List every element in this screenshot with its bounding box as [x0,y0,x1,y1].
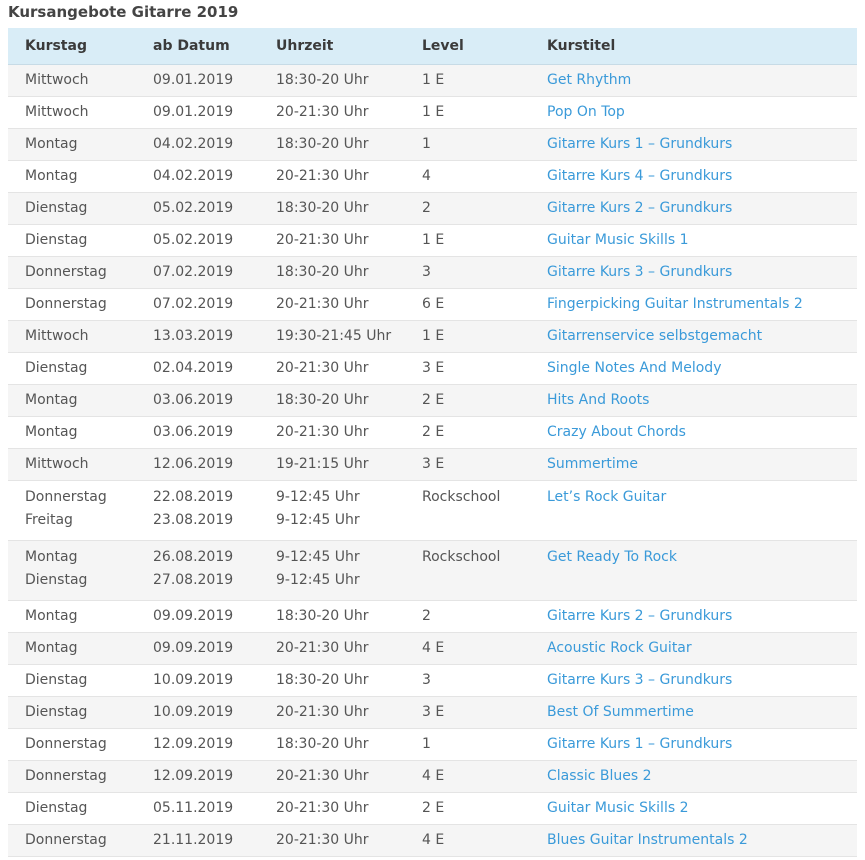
cell-kurstitel [530,729,857,761]
cell-level [405,129,530,161]
cell-level [405,321,530,353]
cell-uhrzeit-value: 9-12:45 Uhr [276,549,360,565]
cell-kurstitel [530,225,857,257]
table-row [8,633,857,665]
cell-kurstitel [530,257,857,289]
cell-uhrzeit-value: 18:30-20 Uhr [276,200,369,216]
cell-kurstag-value: Montag [25,549,78,565]
cell-uhrzeit [259,321,405,353]
cell-level [405,761,530,793]
header-level[interactable]: Level [405,28,530,65]
cell-uhrzeit [259,793,405,825]
cell-ab-datum [136,129,259,161]
course-title-link[interactable]: Pop On Top [547,104,625,120]
cell-kurstitel [530,449,857,481]
cell-level [405,193,530,225]
table-row [8,353,857,385]
cell-kurstag-value: Freitag [25,512,73,528]
cell-ab-datum [136,257,259,289]
cell-uhrzeit-value: 19:30-21:45 Uhr [276,328,392,344]
table-row [8,257,857,289]
cell-ab-datum [136,65,259,97]
cell-kurstag [8,449,136,481]
cell-kurstag-value: Dienstag [25,704,88,720]
cell-uhrzeit [259,97,405,129]
cell-uhrzeit-value: 18:30-20 Uhr [276,264,369,280]
cell-uhrzeit [259,601,405,633]
cell-kurstitel [530,97,857,129]
table-row [8,665,857,697]
cell-level-value: Rockschool [422,549,501,565]
cell-ab-datum [136,417,259,449]
cell-ab-datum [136,697,259,729]
cell-level-value: 3 E [422,456,445,472]
cell-level [405,257,530,289]
cell-level [405,353,530,385]
table-row [8,541,857,601]
cell-kurstag [8,601,136,633]
cell-kurstag [8,481,136,541]
cell-uhrzeit-value: 18:30-20 Uhr [276,136,369,152]
cell-uhrzeit [259,697,405,729]
cell-uhrzeit [259,385,405,417]
cell-kurstag [8,761,136,793]
cell-kurstitel [530,321,857,353]
cell-uhrzeit [259,729,405,761]
cell-uhrzeit [259,289,405,321]
cell-uhrzeit-value: 9-12:45 Uhr [276,512,360,528]
cell-kurstag [8,97,136,129]
cell-uhrzeit-value: 18:30-20 Uhr [276,72,369,88]
cell-kurstag-value: Mittwoch [25,104,89,120]
cell-uhrzeit-value: 20-21:30 Uhr [276,232,369,248]
cell-uhrzeit-value: 9-12:45 Uhr [276,572,360,588]
course-title-link[interactable]: Gitarre Kurs 4 – Grundkurs [547,168,733,184]
cell-ab-datum-value: 21.11.2019 [153,832,234,848]
cell-level-value: 3 [422,672,431,688]
cell-ab-datum [136,353,259,385]
cell-level-value: 4 [422,168,431,184]
cell-uhrzeit [259,353,405,385]
cell-kurstag-value: Montag [25,168,78,184]
cell-level-value: 2 E [422,392,445,408]
course-title-link[interactable]: Blues Guitar Instrumentals 2 [547,832,748,848]
cell-uhrzeit-value: 20-21:30 Uhr [276,168,369,184]
cell-kurstag [8,541,136,601]
table-row [8,385,857,417]
cell-level [405,225,530,257]
course-title-link[interactable]: Hits And Roots [547,392,650,408]
cell-uhrzeit-value: 18:30-20 Uhr [276,608,369,624]
cell-level-value: 4 E [422,832,445,848]
cell-ab-datum-value: 09.09.2019 [153,608,234,624]
cell-kurstitel [530,417,857,449]
cell-ab-datum [136,289,259,321]
table-body [8,65,857,857]
cell-ab-datum-value: 05.11.2019 [153,800,234,816]
table-row [8,449,857,481]
cell-kurstag [8,65,136,97]
course-title-link[interactable]: Guitar Music Skills 1 [547,232,689,248]
cell-kurstag-value: Mittwoch [25,72,89,88]
cell-uhrzeit-value: 20-21:30 Uhr [276,360,369,376]
header-kurstag[interactable]: Kurstag [8,28,136,65]
cell-ab-datum [136,385,259,417]
cell-ab-datum [136,97,259,129]
cell-kurstag [8,633,136,665]
cell-kurstag-value: Donnerstag [25,832,107,848]
course-title-link[interactable]: Crazy About Chords [547,424,686,440]
cell-ab-datum-value: 10.09.2019 [153,672,234,688]
course-title-link[interactable]: Get Rhythm [547,72,632,88]
cell-uhrzeit [259,65,405,97]
cell-level-value: 4 E [422,640,445,656]
cell-uhrzeit-value: 20-21:30 Uhr [276,424,369,440]
cell-ab-datum [136,825,259,857]
cell-uhrzeit [259,633,405,665]
table-row [8,321,857,353]
table-row [8,793,857,825]
cell-level [405,729,530,761]
cell-uhrzeit [259,541,405,601]
cell-level [405,289,530,321]
cell-kurstitel [530,353,857,385]
cell-ab-datum-value: 03.06.2019 [153,392,234,408]
course-title-link[interactable]: Let’s Rock Guitar [547,489,667,505]
cell-uhrzeit [259,825,405,857]
cell-uhrzeit [259,665,405,697]
cell-level [405,541,530,601]
cell-kurstitel [530,193,857,225]
cell-kurstag-value: Dienstag [25,572,88,588]
cell-kurstitel [530,633,857,665]
cell-ab-datum-value: 03.06.2019 [153,424,234,440]
cell-ab-datum [136,449,259,481]
cell-ab-datum [136,481,259,541]
cell-kurstag [8,193,136,225]
course-title-link[interactable]: Gitarre Kurs 2 – Grundkurs [547,608,733,624]
page-title: Kursangebote Gitarre 2019 [8,3,239,21]
table-row [8,225,857,257]
cell-level [405,449,530,481]
cell-uhrzeit-value: 20-21:30 Uhr [276,704,369,720]
cell-kurstag-value: Montag [25,640,78,656]
cell-level-value: 2 [422,608,431,624]
cell-kurstag [8,257,136,289]
cell-uhrzeit-value: 18:30-20 Uhr [276,392,369,408]
cell-uhrzeit-value: 20-21:30 Uhr [276,768,369,784]
cell-kurstag-value: Dienstag [25,672,88,688]
table-header-row [8,28,857,65]
header-uhrzeit[interactable]: Uhrzeit [259,28,405,65]
cell-level [405,65,530,97]
cell-kurstag-value: Mittwoch [25,456,89,472]
cell-ab-datum-value: 09.01.2019 [153,72,234,88]
course-title-link[interactable]: Gitarre Kurs 2 – Grundkurs [547,200,733,216]
cell-uhrzeit-value: 20-21:30 Uhr [276,800,369,816]
cell-uhrzeit-value: 20-21:30 Uhr [276,640,369,656]
cell-kurstag [8,417,136,449]
cell-uhrzeit [259,129,405,161]
cell-kurstitel [530,129,857,161]
cell-level [405,417,530,449]
cell-ab-datum [136,541,259,601]
cell-kurstag-value: Donnerstag [25,768,107,784]
cell-kurstitel [530,65,857,97]
table-row [8,825,857,857]
cell-kurstag-value: Donnerstag [25,489,107,505]
cell-level-value: 1 E [422,104,445,120]
cell-kurstag-value: Montag [25,136,78,152]
cell-ab-datum-value: 04.02.2019 [153,136,234,152]
cell-kurstag [8,697,136,729]
course-table [8,28,857,857]
cell-level [405,161,530,193]
cell-kurstag-value: Montag [25,424,78,440]
table-row [8,289,857,321]
cell-ab-datum [136,161,259,193]
cell-level-value: 4 E [422,768,445,784]
cell-ab-datum-value: 05.02.2019 [153,232,234,248]
cell-kurstag-value: Montag [25,608,78,624]
cell-uhrzeit-value: 18:30-20 Uhr [276,672,369,688]
header-ab-datum[interactable]: ab Datum [136,28,259,65]
cell-kurstag [8,289,136,321]
cell-uhrzeit [259,161,405,193]
cell-kurstag [8,825,136,857]
cell-ab-datum [136,321,259,353]
cell-uhrzeit-value: 18:30-20 Uhr [276,736,369,752]
cell-ab-datum-value: 13.03.2019 [153,328,234,344]
cell-ab-datum-value: 07.02.2019 [153,264,234,280]
cell-kurstag-value: Dienstag [25,800,88,816]
cell-level-value: 3 [422,264,431,280]
cell-uhrzeit [259,417,405,449]
table-row [8,417,857,449]
cell-kurstag-value: Donnerstag [25,296,107,312]
cell-kurstag [8,161,136,193]
cell-ab-datum-value: 12.06.2019 [153,456,234,472]
cell-ab-datum [136,665,259,697]
cell-level [405,385,530,417]
cell-uhrzeit-value: 9-12:45 Uhr [276,489,360,505]
cell-level-value: 1 [422,736,431,752]
cell-uhrzeit-value: 20-21:30 Uhr [276,104,369,120]
cell-ab-datum [136,193,259,225]
cell-ab-datum-value: 07.02.2019 [153,296,234,312]
course-title-link[interactable]: Gitarre Kurs 1 – Grundkurs [547,136,733,152]
cell-ab-datum-value: 09.01.2019 [153,104,234,120]
cell-uhrzeit [259,225,405,257]
course-title-link[interactable]: Summertime [547,456,639,472]
table-row [8,97,857,129]
course-title-link[interactable]: Acoustic Rock Guitar [547,640,692,656]
table-row [8,697,857,729]
cell-level [405,793,530,825]
cell-kurstag [8,665,136,697]
cell-kurstitel [530,697,857,729]
cell-kurstitel [530,541,857,601]
cell-kurstag-value: Montag [25,392,78,408]
cell-uhrzeit [259,761,405,793]
course-title-link[interactable]: Guitar Music Skills 2 [547,800,689,816]
cell-ab-datum-value: 09.09.2019 [153,640,234,656]
course-title-link[interactable]: Gitarre Kurs 3 – Grundkurs [547,264,733,280]
table-row [8,481,857,541]
cell-kurstag [8,129,136,161]
cell-ab-datum-value: 26.08.2019 [153,549,234,565]
course-title-link[interactable]: Gitarrenservice selbstgemacht [547,328,763,344]
cell-level [405,601,530,633]
cell-kurstag [8,385,136,417]
cell-uhrzeit-value: 19-21:15 Uhr [276,456,369,472]
cell-ab-datum [136,601,259,633]
cell-level [405,665,530,697]
cell-kurstitel [530,385,857,417]
cell-uhrzeit-value: 20-21:30 Uhr [276,296,369,312]
cell-kurstag-value: Mittwoch [25,328,89,344]
header-kurstitel[interactable]: Kurstitel [530,28,857,65]
cell-ab-datum-value: 22.08.2019 [153,489,234,505]
cell-ab-datum-value: 12.09.2019 [153,736,234,752]
cell-kurstag [8,353,136,385]
cell-level-value: 2 E [422,800,445,816]
cell-ab-datum-value: 02.04.2019 [153,360,234,376]
table-row [8,761,857,793]
cell-kurstag-value: Dienstag [25,232,88,248]
cell-kurstag [8,321,136,353]
table-row [8,601,857,633]
cell-ab-datum-value: 05.02.2019 [153,200,234,216]
cell-ab-datum [136,729,259,761]
cell-level-value: 3 E [422,704,445,720]
course-title-link[interactable]: Gitarre Kurs 3 – Grundkurs [547,672,733,688]
cell-level [405,697,530,729]
table-row [8,129,857,161]
cell-ab-datum-value: 04.02.2019 [153,168,234,184]
table-row [8,193,857,225]
table-header [8,28,857,65]
cell-kurstitel [530,825,857,857]
table-row [8,161,857,193]
cell-ab-datum-value: 10.09.2019 [153,704,234,720]
cell-uhrzeit-value: 20-21:30 Uhr [276,832,369,848]
cell-ab-datum-value: 12.09.2019 [153,768,234,784]
cell-kurstitel [530,289,857,321]
cell-level-value: 2 E [422,424,445,440]
cell-level-value: 3 E [422,360,445,376]
cell-kurstitel [530,761,857,793]
cell-kurstag-value: Dienstag [25,360,88,376]
course-title-link[interactable]: Classic Blues 2 [547,768,652,784]
course-title-link[interactable]: Gitarre Kurs 1 – Grundkurs [547,736,733,752]
cell-ab-datum [136,793,259,825]
table-row [8,729,857,761]
cell-kurstag-value: Donnerstag [25,736,107,752]
cell-kurstag-value: Donnerstag [25,264,107,280]
cell-level [405,825,530,857]
cell-uhrzeit [259,193,405,225]
cell-ab-datum-value: 23.08.2019 [153,512,234,528]
cell-ab-datum [136,633,259,665]
cell-level-value: 2 [422,200,431,216]
cell-kurstitel [530,793,857,825]
cell-level [405,481,530,541]
table-row [8,65,857,97]
cell-uhrzeit [259,449,405,481]
cell-kurstag-value: Dienstag [25,200,88,216]
cell-kurstag [8,729,136,761]
cell-kurstitel [530,481,857,541]
cell-kurstitel [530,665,857,697]
course-title-link[interactable]: Fingerpicking Guitar Instrumentals 2 [547,296,803,312]
cell-level-value: Rockschool [422,489,501,505]
cell-ab-datum [136,761,259,793]
cell-level [405,633,530,665]
course-title-link[interactable]: Get Ready To Rock [547,549,677,565]
cell-level-value: 1 [422,136,431,152]
cell-uhrzeit [259,481,405,541]
cell-level [405,97,530,129]
cell-kurstag [8,793,136,825]
cell-kurstitel [530,601,857,633]
cell-level-value: 1 E [422,232,445,248]
cell-ab-datum-value: 27.08.2019 [153,572,234,588]
cell-level-value: 6 E [422,296,445,312]
cell-kurstitel [530,161,857,193]
cell-ab-datum [136,225,259,257]
cell-level-value: 1 E [422,72,445,88]
cell-uhrzeit [259,257,405,289]
course-title-link[interactable]: Best Of Summertime [547,704,694,720]
cell-level-value: 1 E [422,328,445,344]
cell-kurstag [8,225,136,257]
course-title-link[interactable]: Single Notes And Melody [547,360,722,376]
